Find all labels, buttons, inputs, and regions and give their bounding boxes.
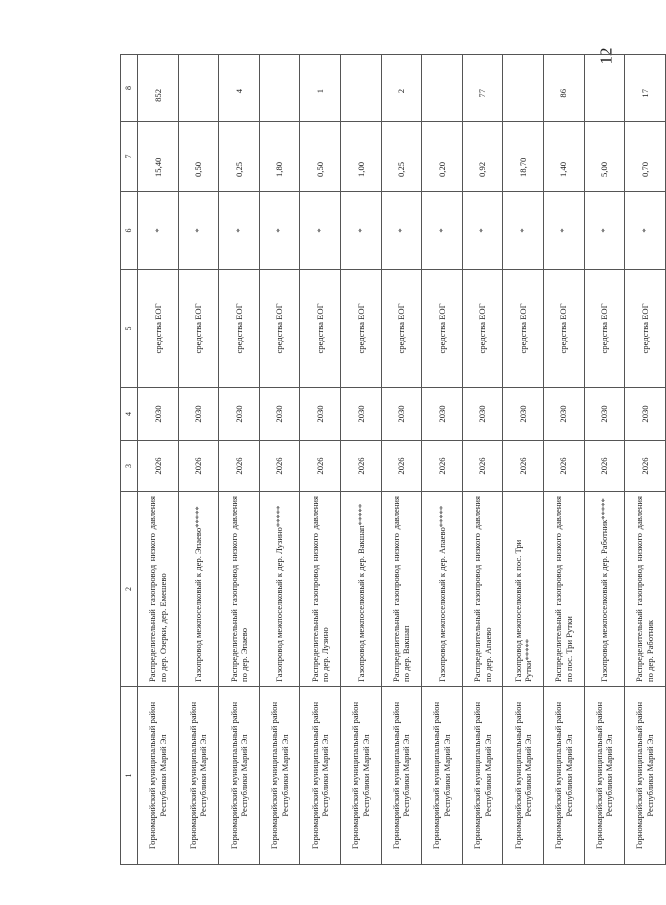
mark-cell: * bbox=[462, 192, 503, 270]
object-cell: Распределительный газопровод низкого давления по дер. Вакшап bbox=[381, 492, 422, 687]
funding-source-cell: средства ЕОГ bbox=[381, 270, 422, 388]
mark-cell: * bbox=[178, 192, 219, 270]
table-row bbox=[138, 55, 179, 865]
table-row bbox=[259, 55, 300, 865]
district-cell: Горномарийский муниципальный район Республики Марий Эл bbox=[219, 687, 260, 865]
funding-source-cell: средства ЕОГ bbox=[219, 270, 260, 388]
column-number: 1 bbox=[121, 687, 138, 865]
start-year-cell: 2026 bbox=[625, 441, 666, 492]
start-year-cell: 2026 bbox=[462, 441, 503, 492]
start-year-cell: 2026 bbox=[138, 441, 179, 492]
mark-cell: * bbox=[381, 192, 422, 270]
count-cell: 77 bbox=[462, 55, 503, 122]
column-number: 2 bbox=[121, 492, 138, 687]
funding-source-cell: средства ЕОГ bbox=[259, 270, 300, 388]
count-cell bbox=[584, 55, 625, 122]
object-cell: Газопровод межпоселковый к дер. Эпаево***** bbox=[178, 492, 219, 687]
end-year-cell: 2030 bbox=[219, 388, 260, 441]
start-year-cell: 2026 bbox=[503, 441, 544, 492]
length-cell: 0,25 bbox=[381, 122, 422, 192]
district-cell: Горномарийский муниципальный район Республики Марий Эл bbox=[340, 687, 381, 865]
end-year-cell: 2030 bbox=[340, 388, 381, 441]
end-year-cell: 2030 bbox=[178, 388, 219, 441]
count-cell bbox=[259, 55, 300, 122]
start-year-cell: 2026 bbox=[340, 441, 381, 492]
count-cell bbox=[340, 55, 381, 122]
gas-pipeline-table bbox=[120, 54, 666, 865]
mark-cell: * bbox=[340, 192, 381, 270]
start-year-cell: 2026 bbox=[259, 441, 300, 492]
table-row bbox=[300, 55, 341, 865]
object-cell: Газопровод межпоселковый к дер. Работник***** bbox=[584, 492, 625, 687]
table-row bbox=[462, 55, 503, 865]
length-cell: 0,50 bbox=[300, 122, 341, 192]
table-row bbox=[422, 55, 463, 865]
count-cell bbox=[503, 55, 544, 122]
length-cell: 0,50 bbox=[178, 122, 219, 192]
column-number-row bbox=[121, 55, 138, 865]
end-year-cell: 2030 bbox=[422, 388, 463, 441]
funding-source-cell: средства ЕОГ bbox=[300, 270, 341, 388]
start-year-cell: 2026 bbox=[584, 441, 625, 492]
district-cell: Горномарийский муниципальный район Республики Марий Эл bbox=[625, 687, 666, 865]
district-cell: Горномарийский муниципальный район Республики Марий Эл bbox=[138, 687, 179, 865]
object-cell: Газопровод межпоселковый к пос. Три Рутки***** bbox=[503, 492, 544, 687]
end-year-cell: 2030 bbox=[625, 388, 666, 441]
end-year-cell: 2030 bbox=[543, 388, 584, 441]
object-cell: Распределительный газопровод низкого давления по дер. Работник bbox=[625, 492, 666, 687]
count-cell bbox=[178, 55, 219, 122]
table-row bbox=[219, 55, 260, 865]
table-row bbox=[503, 55, 544, 865]
object-cell: Распределительный газопровод низкого давления по дер. Апаево bbox=[462, 492, 503, 687]
funding-source-cell: средства ЕОГ bbox=[178, 270, 219, 388]
end-year-cell: 2030 bbox=[259, 388, 300, 441]
length-cell: 15,40 bbox=[138, 122, 179, 192]
table-body bbox=[138, 55, 666, 865]
district-cell: Горномарийский муниципальный район Республики Марий Эл bbox=[259, 687, 300, 865]
mark-cell: * bbox=[543, 192, 584, 270]
start-year-cell: 2026 bbox=[219, 441, 260, 492]
funding-source-cell: средства ЕОГ bbox=[503, 270, 544, 388]
length-cell: 0,92 bbox=[462, 122, 503, 192]
start-year-cell: 2026 bbox=[300, 441, 341, 492]
column-number: 7 bbox=[121, 122, 138, 192]
district-cell: Горномарийский муниципальный район Республики Марий Эл bbox=[422, 687, 463, 865]
length-cell: 1,40 bbox=[543, 122, 584, 192]
length-cell: 0,20 bbox=[422, 122, 463, 192]
object-cell: Газопровод межпоселковый к дер. Лузино***** bbox=[259, 492, 300, 687]
table-row bbox=[381, 55, 422, 865]
funding-source-cell: средства ЕОГ bbox=[138, 270, 179, 388]
funding-source-cell: средства ЕОГ bbox=[625, 270, 666, 388]
district-cell: Горномарийский муниципальный район Республики Марий Эл bbox=[503, 687, 544, 865]
start-year-cell: 2026 bbox=[178, 441, 219, 492]
length-cell: 0,70 bbox=[625, 122, 666, 192]
end-year-cell: 2030 bbox=[462, 388, 503, 441]
district-cell: Горномарийский муниципальный район Республики Марий Эл bbox=[584, 687, 625, 865]
district-cell: Горномарийский муниципальный район Республики Марий Эл bbox=[462, 687, 503, 865]
end-year-cell: 2030 bbox=[300, 388, 341, 441]
table-row bbox=[340, 55, 381, 865]
funding-source-cell: средства ЕОГ bbox=[543, 270, 584, 388]
end-year-cell: 2030 bbox=[138, 388, 179, 441]
length-cell: 1,80 bbox=[259, 122, 300, 192]
mark-cell: * bbox=[584, 192, 625, 270]
funding-source-cell: средства ЕОГ bbox=[422, 270, 463, 388]
end-year-cell: 2030 bbox=[503, 388, 544, 441]
district-cell: Горномарийский муниципальный район Республики Марий Эл bbox=[381, 687, 422, 865]
mark-cell: * bbox=[300, 192, 341, 270]
column-number: 5 bbox=[121, 270, 138, 388]
column-number: 8 bbox=[121, 55, 138, 122]
page-number: 12 bbox=[596, 47, 616, 65]
district-cell: Горномарийский муниципальный район Республики Марий Эл bbox=[178, 687, 219, 865]
start-year-cell: 2026 bbox=[422, 441, 463, 492]
funding-source-cell: средства ЕОГ bbox=[340, 270, 381, 388]
mark-cell: * bbox=[138, 192, 179, 270]
object-cell: Газопровод межпоселковый к дер. Апаево***** bbox=[422, 492, 463, 687]
district-cell: Горномарийский муниципальный район Республики Марий Эл bbox=[543, 687, 584, 865]
funding-source-cell: средства ЕОГ bbox=[584, 270, 625, 388]
count-cell: 4 bbox=[219, 55, 260, 122]
end-year-cell: 2030 bbox=[381, 388, 422, 441]
column-number: 3 bbox=[121, 441, 138, 492]
start-year-cell: 2026 bbox=[381, 441, 422, 492]
funding-source-cell: средства ЕОГ bbox=[462, 270, 503, 388]
count-cell: 1 bbox=[300, 55, 341, 122]
length-cell: 1,00 bbox=[340, 122, 381, 192]
object-cell: Газопровод межпоселковый к дер. Вакшап***** bbox=[340, 492, 381, 687]
length-cell: 18,70 bbox=[503, 122, 544, 192]
mark-cell: * bbox=[625, 192, 666, 270]
table-row bbox=[625, 55, 666, 865]
rotated-table-container bbox=[120, 55, 655, 865]
table-row bbox=[584, 55, 625, 865]
column-number: 4 bbox=[121, 388, 138, 441]
count-cell: 2 bbox=[381, 55, 422, 122]
object-cell: Распределительный газопровод низкого давления по дер. Эпаево bbox=[219, 492, 260, 687]
mark-cell: * bbox=[219, 192, 260, 270]
object-cell: Распределительный газопровод низкого давления по дер. Озерки, дер. Емешево bbox=[138, 492, 179, 687]
count-cell bbox=[422, 55, 463, 122]
end-year-cell: 2030 bbox=[584, 388, 625, 441]
length-cell: 5,00 bbox=[584, 122, 625, 192]
table-row bbox=[178, 55, 219, 865]
district-cell: Горномарийский муниципальный район Республики Марий Эл bbox=[300, 687, 341, 865]
count-cell: 86 bbox=[543, 55, 584, 122]
column-number: 6 bbox=[121, 192, 138, 270]
length-cell: 0,25 bbox=[219, 122, 260, 192]
mark-cell: * bbox=[259, 192, 300, 270]
start-year-cell: 2026 bbox=[543, 441, 584, 492]
mark-cell: * bbox=[422, 192, 463, 270]
count-cell: 852 bbox=[138, 55, 179, 122]
object-cell: Распределительный газопровод низкого давления по пос. Три Рутки bbox=[543, 492, 584, 687]
object-cell: Распределительный газопровод низкого давления по дер. Лузино bbox=[300, 492, 341, 687]
table-row bbox=[543, 55, 584, 865]
count-cell: 17 bbox=[625, 55, 666, 122]
mark-cell: * bbox=[503, 192, 544, 270]
